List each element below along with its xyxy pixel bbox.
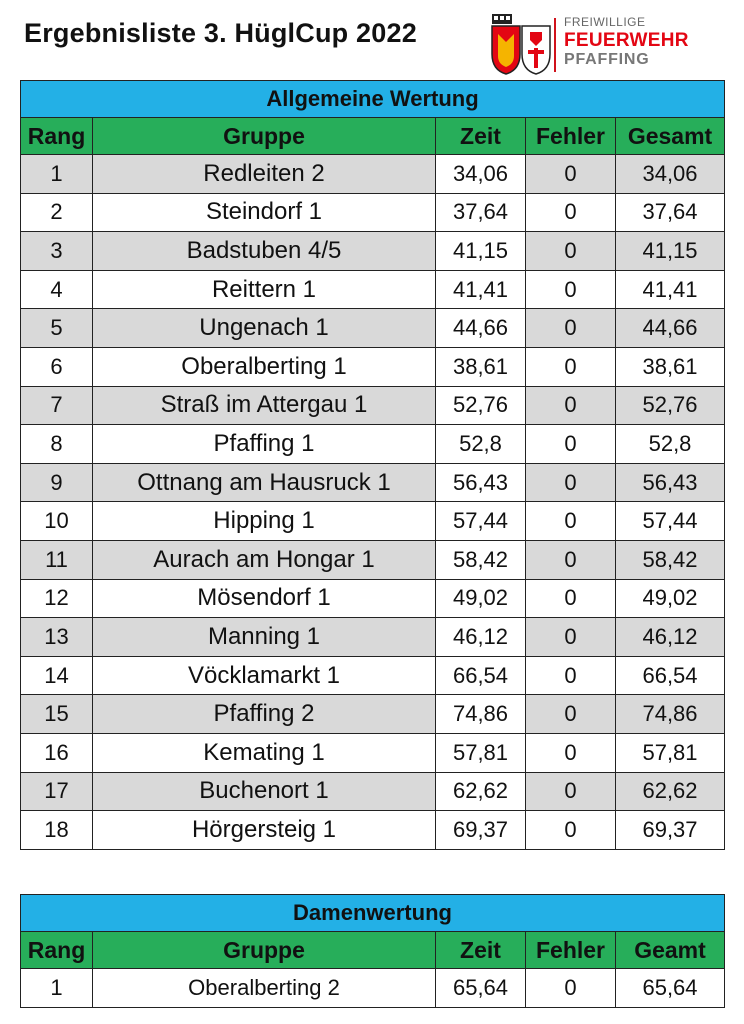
cell-rang: 11 [21, 540, 93, 579]
table-row [21, 463, 725, 502]
cell-gesamt: 66,54 [616, 656, 725, 695]
cell-gruppe: Badstuben 4/5 [93, 232, 436, 271]
cell-zeit: 66,54 [436, 656, 526, 695]
fire-brigade-logo [490, 12, 700, 76]
cell-zeit: 62,62 [436, 772, 526, 811]
table-row [21, 155, 725, 194]
ladies-ranking-table [20, 894, 725, 1008]
table-row [21, 540, 725, 579]
cell-zeit: 58,42 [436, 540, 526, 579]
cell-fehler: 0 [526, 540, 616, 579]
cell-zeit: 52,8 [436, 425, 526, 464]
cell-rang: 6 [21, 347, 93, 386]
cell-gesamt: 52,8 [616, 425, 725, 464]
cell-gesamt: 62,62 [616, 772, 725, 811]
cell-gruppe: Pfaffing 1 [93, 425, 436, 464]
cell-gruppe: Oberalberting 2 [93, 969, 436, 1008]
column-header-zeit: Zeit [436, 118, 526, 155]
cell-zeit: 56,43 [436, 463, 526, 502]
cell-fehler: 0 [526, 309, 616, 348]
cell-gruppe: Ottnang am Hausruck 1 [93, 463, 436, 502]
cell-rang: 12 [21, 579, 93, 618]
cell-gruppe: Reittern 1 [93, 270, 436, 309]
cell-gruppe: Kemating 1 [93, 733, 436, 772]
cell-gruppe: Hipping 1 [93, 502, 436, 541]
cell-gesamt: 44,66 [616, 309, 725, 348]
cell-rang: 9 [21, 463, 93, 502]
cell-fehler: 0 [526, 811, 616, 850]
cell-gesamt: 49,02 [616, 579, 725, 618]
section-header-row [21, 895, 725, 932]
cell-fehler: 0 [526, 193, 616, 232]
cell-rang: 5 [21, 309, 93, 348]
page-title: Ergebnisliste 3. HüglCup 2022 [24, 18, 417, 48]
table-row [21, 733, 725, 772]
table-row [21, 193, 725, 232]
cell-gruppe: Mösendorf 1 [93, 579, 436, 618]
cell-gesamt: 37,64 [616, 193, 725, 232]
cell-zeit: 34,06 [436, 155, 526, 194]
cell-fehler: 0 [526, 772, 616, 811]
table-row [21, 969, 725, 1008]
cell-gesamt: 57,44 [616, 502, 725, 541]
cell-gruppe: Vöcklamarkt 1 [93, 656, 436, 695]
cell-gruppe: Buchenort 1 [93, 772, 436, 811]
section-title: Allgemeine Wertung [21, 81, 725, 118]
column-header-rang: Rang [21, 118, 93, 155]
cell-fehler: 0 [526, 695, 616, 734]
cell-rang: 14 [21, 656, 93, 695]
cell-gesamt: 56,43 [616, 463, 725, 502]
cell-rang: 8 [21, 425, 93, 464]
cell-gesamt: 52,76 [616, 386, 725, 425]
column-header-row [21, 932, 725, 969]
cell-gesamt: 38,61 [616, 347, 725, 386]
cell-fehler: 0 [526, 618, 616, 657]
cell-fehler: 0 [526, 656, 616, 695]
cell-fehler: 0 [526, 502, 616, 541]
table-row [21, 502, 725, 541]
cell-rang: 13 [21, 618, 93, 657]
cell-gesamt: 34,06 [616, 155, 725, 194]
logo-line-1: FREIWILLIGE [564, 15, 646, 29]
section-title: Damenwertung [21, 895, 725, 932]
cell-zeit: 41,41 [436, 270, 526, 309]
cell-fehler: 0 [526, 733, 616, 772]
cell-rang: 1 [21, 969, 93, 1008]
cell-gruppe: Redleiten 2 [93, 155, 436, 194]
cell-rang: 18 [21, 811, 93, 850]
logo-line-2: FEUERWEHR [564, 30, 689, 51]
logo-text [564, 16, 689, 68]
cell-gruppe: Manning 1 [93, 618, 436, 657]
cell-gruppe: Ungenach 1 [93, 309, 436, 348]
column-header-gesamt: Geamt [616, 932, 725, 969]
cell-gesamt: 46,12 [616, 618, 725, 657]
table-row [21, 232, 725, 271]
cell-zeit: 37,64 [436, 193, 526, 232]
cell-zeit: 38,61 [436, 347, 526, 386]
cell-rang: 4 [21, 270, 93, 309]
table-row [21, 618, 725, 657]
column-header-fehler: Fehler [526, 118, 616, 155]
cell-zeit: 57,44 [436, 502, 526, 541]
cell-zeit: 49,02 [436, 579, 526, 618]
cell-zeit: 44,66 [436, 309, 526, 348]
column-header-row [21, 118, 725, 155]
cell-rang: 7 [21, 386, 93, 425]
cell-rang: 15 [21, 695, 93, 734]
cell-gesamt: 41,15 [616, 232, 725, 271]
table-row [21, 695, 725, 734]
table-row [21, 425, 725, 464]
table-row [21, 270, 725, 309]
section-header-row [21, 81, 725, 118]
column-header-gruppe: Gruppe [93, 932, 436, 969]
cell-gesamt: 65,64 [616, 969, 725, 1008]
column-header-gesamt: Gesamt [616, 118, 725, 155]
table-row [21, 347, 725, 386]
cell-rang: 16 [21, 733, 93, 772]
cell-gesamt: 57,81 [616, 733, 725, 772]
cell-zeit: 46,12 [436, 618, 526, 657]
cell-fehler: 0 [526, 232, 616, 271]
cell-fehler: 0 [526, 155, 616, 194]
cell-gruppe: Pfaffing 2 [93, 695, 436, 734]
cell-zeit: 65,64 [436, 969, 526, 1008]
cell-fehler: 0 [526, 270, 616, 309]
cell-zeit: 41,15 [436, 232, 526, 271]
column-header-zeit: Zeit [436, 932, 526, 969]
column-header-gruppe: Gruppe [93, 118, 436, 155]
cell-gesamt: 74,86 [616, 695, 725, 734]
column-header-rang: Rang [21, 932, 93, 969]
cell-gruppe: Oberalberting 1 [93, 347, 436, 386]
cell-zeit: 74,86 [436, 695, 526, 734]
cell-gesamt: 41,41 [616, 270, 725, 309]
cell-rang: 2 [21, 193, 93, 232]
cell-rang: 10 [21, 502, 93, 541]
cell-fehler: 0 [526, 969, 616, 1008]
cell-fehler: 0 [526, 579, 616, 618]
general-ranking-table [20, 80, 725, 850]
table-row [21, 656, 725, 695]
fire-brigade-crest-icon [490, 12, 552, 76]
column-header-fehler: Fehler [526, 932, 616, 969]
cell-rang: 3 [21, 232, 93, 271]
logo-divider [554, 18, 556, 72]
logo-line-3: PFAFFING [564, 51, 650, 68]
cell-gruppe: Aurach am Hongar 1 [93, 540, 436, 579]
cell-zeit: 52,76 [436, 386, 526, 425]
cell-gruppe: Steindorf 1 [93, 193, 436, 232]
cell-zeit: 57,81 [436, 733, 526, 772]
cell-zeit: 69,37 [436, 811, 526, 850]
table-row [21, 579, 725, 618]
table-row [21, 811, 725, 850]
cell-fehler: 0 [526, 463, 616, 502]
table-row [21, 772, 725, 811]
table-row [21, 386, 725, 425]
table-row [21, 309, 725, 348]
cell-gesamt: 58,42 [616, 540, 725, 579]
cell-rang: 1 [21, 155, 93, 194]
cell-fehler: 0 [526, 347, 616, 386]
cell-gesamt: 69,37 [616, 811, 725, 850]
cell-fehler: 0 [526, 425, 616, 464]
cell-gruppe: Hörgersteig 1 [93, 811, 436, 850]
cell-rang: 17 [21, 772, 93, 811]
cell-gruppe: Straß im Attergau 1 [93, 386, 436, 425]
cell-fehler: 0 [526, 386, 616, 425]
